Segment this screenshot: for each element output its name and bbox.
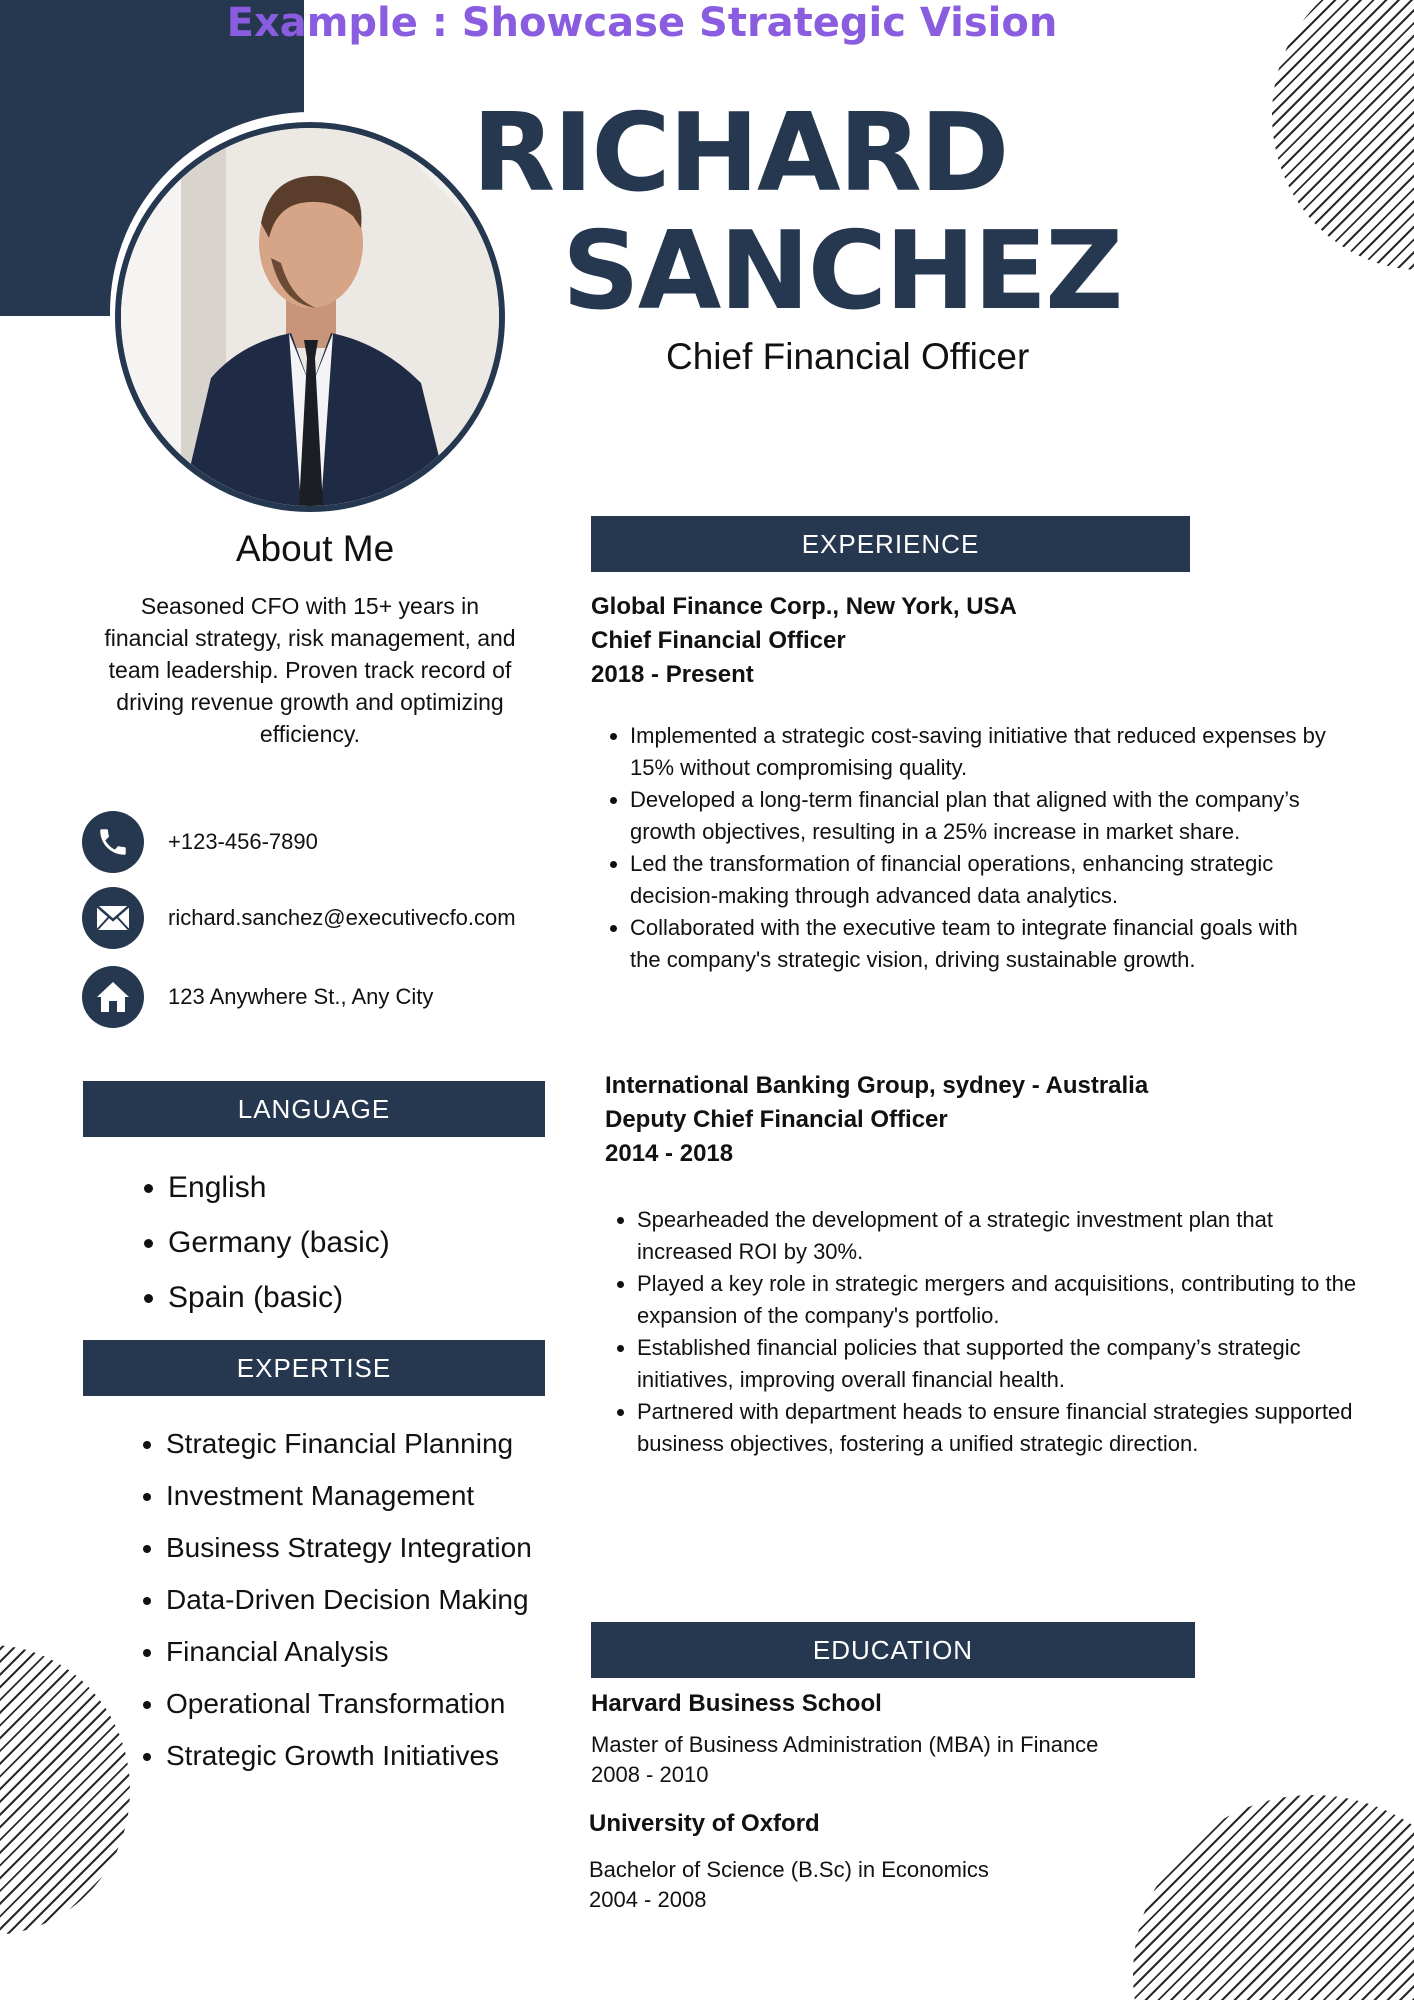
hatched-circle-decoration [0, 1645, 130, 1935]
job-bullets [637, 1204, 1357, 1460]
education-period: 2004 - 2008 [589, 1887, 707, 1912]
expertise-item: • Business Strategy Integration [166, 1522, 566, 1574]
education-heading: EDUCATION [591, 1622, 1195, 1678]
about-heading: About Me [235, 528, 395, 569]
job-bullets [630, 720, 1330, 976]
language-item: • Spain (basic) [168, 1270, 390, 1325]
name-first: RICHARD [472, 91, 1008, 216]
job-company: International Banking Group, sydney - Australia [605, 1072, 1149, 1099]
language-list [168, 1160, 390, 1325]
education-period: 2008 - 2010 [591, 1762, 709, 1787]
example-banner: Example : Showcase Strategic Vision [226, 0, 1058, 46]
phone-text: +123-456-7890 [168, 829, 318, 854]
language-heading: LANGUAGE [83, 1081, 545, 1137]
address-text: 123 Anywhere St., Any City [168, 984, 434, 1009]
education-degree: Master of Business Administration (MBA) in Finance [591, 1732, 1099, 1757]
job-role: Deputy Chief Financial Officer [605, 1106, 948, 1133]
name-last: SANCHEZ [562, 209, 1122, 334]
job-bullet: • Spearheaded the development of a strategic investment plan that increased ROI by 30%. [637, 1204, 1357, 1268]
expertise-heading: EXPERTISE [83, 1340, 545, 1396]
language-item: • English [168, 1160, 390, 1215]
job-bullet: • Established financial policies that supported the company’s strategic initiatives, improving overall financial health. [637, 1332, 1357, 1396]
job-bullet: • Collaborated with the executive team to integrate financial goals with the company's strategic vision, driving sustainable growth. [630, 912, 1330, 976]
expertise-item: • Strategic Financial Planning [166, 1418, 566, 1470]
experience-heading: EXPERIENCE [591, 516, 1190, 572]
job-header [591, 590, 1017, 692]
job-bullet: • Led the transformation of financial operations, enhancing strategic decision-making through advanced data analytics. [630, 848, 1330, 912]
job-title: Chief Financial Officer [666, 336, 1030, 377]
mail-icon [82, 887, 144, 949]
job-bullet: • Played a key role in strategic mergers and acquisitions, contributing to the expansion of the company's portfolio. [637, 1268, 1357, 1332]
job-company: Global Finance Corp., New York, USA [591, 593, 1017, 620]
language-item: • Germany (basic) [168, 1215, 390, 1270]
expertise-item: • Operational Transformation [166, 1678, 566, 1730]
education-degree: Bachelor of Science (B.Sc) in Economics [589, 1857, 989, 1882]
home-icon [82, 966, 144, 1028]
job-bullet: • Implemented a strategic cost-saving initiative that reduced expenses by 15% without compromising quality. [630, 720, 1330, 784]
contact-email [82, 887, 516, 949]
job-period: 2014 - 2018 [605, 1140, 734, 1167]
profile-photo [115, 122, 505, 512]
job-header [605, 1069, 1148, 1171]
expertise-item: • Financial Analysis [166, 1626, 566, 1678]
job-bullet: • Developed a long-term financial plan that aligned with the company’s growth objectives, resulting in a 25% increase in market share. [630, 784, 1330, 848]
expertise-item: • Strategic Growth Initiatives [166, 1730, 566, 1782]
education-school: University of Oxford [589, 1810, 820, 1837]
education-school: Harvard Business School [591, 1690, 882, 1717]
expertise-item: • Data-Driven Decision Making [166, 1574, 566, 1626]
about-text: Seasoned CFO with 15+ years in financial strategy, risk management, and team leadership. Proven track record of driving revenue growth and optimizing efficiency. [104, 593, 516, 747]
contact-address [82, 966, 433, 1028]
expertise-item: • Investment Management [166, 1470, 566, 1522]
hatched-circle-decoration [1133, 1795, 1414, 2000]
expertise-list [166, 1418, 566, 1782]
education-details [589, 1855, 989, 1915]
contact-phone [82, 811, 318, 873]
email-text: richard.sanchez@executivecfo.com [168, 905, 516, 930]
man-portrait-icon [121, 128, 499, 506]
job-period: 2018 - Present [591, 661, 754, 688]
job-bullet: • Partnered with department heads to ensure financial strategies supported business objectives, fostering a unified strategic direction. [637, 1396, 1357, 1460]
job-role: Chief Financial Officer [591, 627, 846, 654]
education-details [591, 1730, 1098, 1790]
phone-icon [82, 811, 144, 873]
